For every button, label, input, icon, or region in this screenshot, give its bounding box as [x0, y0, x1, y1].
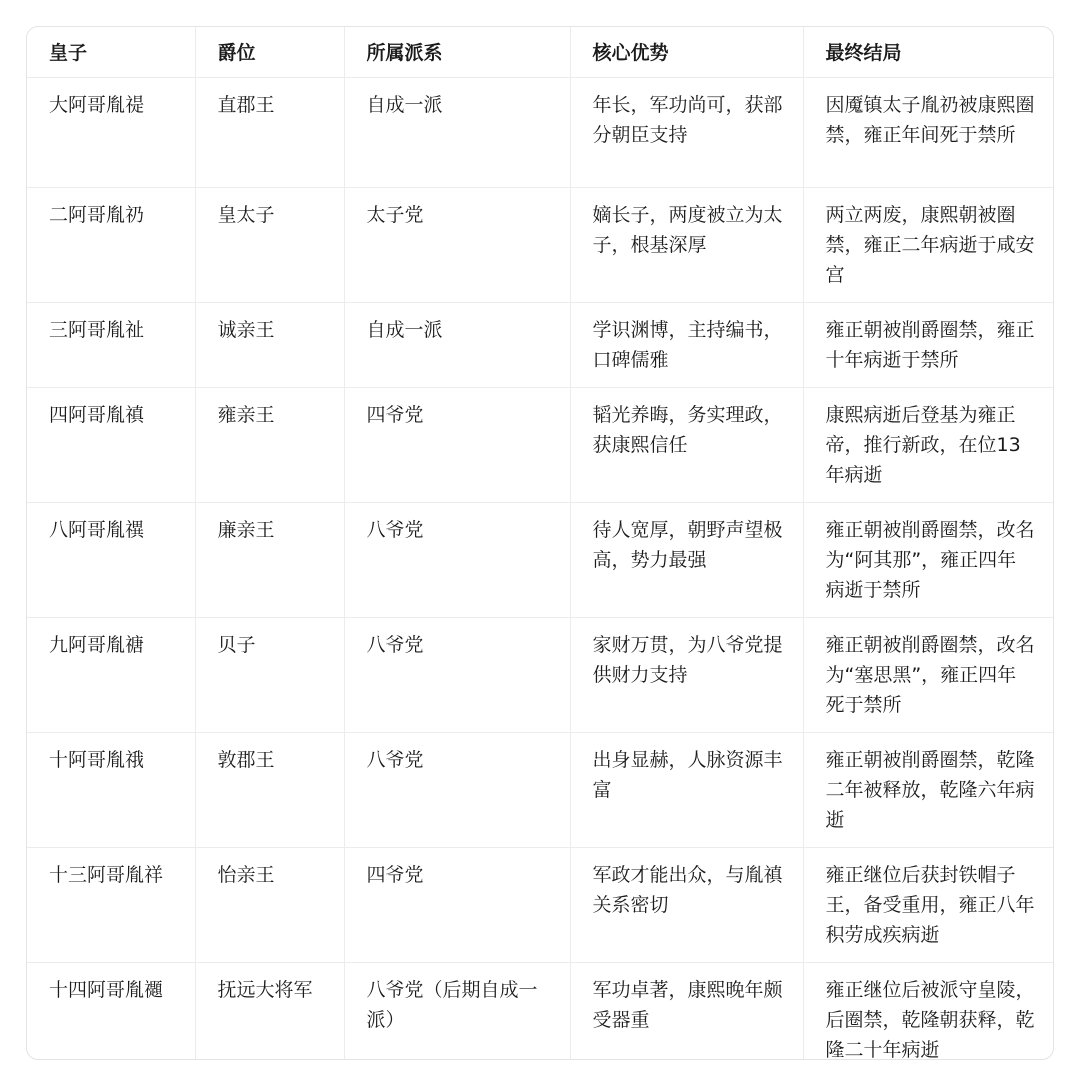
- cell-ending: 康熙病逝后登基为雍正帝，推行新政，在位13年病逝: [803, 388, 1054, 503]
- cell-ending: 雍正朝被削爵圈禁，改名为“阿其那”，雍正四年病逝于禁所: [803, 503, 1054, 618]
- princes-table: [27, 27, 1054, 1060]
- cell-title: 贝子: [195, 618, 344, 733]
- cell-ending: 雍正朝被削爵圈禁，改名为“塞思黑”，雍正四年死于禁所: [803, 618, 1054, 733]
- cell-advantage: 韬光养晦，务实理政，获康熙信任: [570, 388, 803, 503]
- cell-faction: 太子党: [344, 188, 570, 303]
- cell-title: 敦郡王: [195, 733, 344, 848]
- cell-ending: 雍正朝被削爵圈禁，雍正十年病逝于禁所: [803, 303, 1054, 388]
- table-row: [27, 963, 1054, 1061]
- cell-faction: 八爷党（后期自成一派）: [344, 963, 570, 1061]
- cell-title: 皇太子: [195, 188, 344, 303]
- cell-ending: 两立两废，康熙朝被圈禁，雍正二年病逝于咸安宫: [803, 188, 1054, 303]
- cell-prince: 四阿哥胤禛: [27, 388, 195, 503]
- cell-prince: 二阿哥胤礽: [27, 188, 195, 303]
- cell-ending: 雍正继位后被派守皇陵，后圈禁，乾隆朝获释，乾隆二十年病逝: [825, 979, 1035, 1060]
- cell-advantage: 学识渊博，主持编书，口碑儒雅: [570, 303, 803, 388]
- cell-prince: 十三阿哥胤祥: [27, 848, 195, 963]
- table-row: [27, 848, 1054, 963]
- cell-advantage: 军功卓著，康熙晚年颇受器重: [570, 963, 803, 1061]
- table-row: [27, 303, 1054, 388]
- table-row: [27, 388, 1054, 503]
- header-faction: 所属派系: [344, 27, 570, 78]
- table-row: [27, 503, 1054, 618]
- cell-faction: 八爷党: [344, 503, 570, 618]
- cell-ending: 雍正朝被削爵圈禁，乾隆二年被释放，乾隆六年病逝: [803, 733, 1054, 848]
- table-header-row: [27, 27, 1054, 78]
- cell-title: 雍亲王: [195, 388, 344, 503]
- cell-advantage: 嫡长子，两度被立为太子，根基深厚: [570, 188, 803, 303]
- cell-faction: 自成一派: [344, 303, 570, 388]
- cell-title: 诚亲王: [195, 303, 344, 388]
- cell-faction: 四爷党: [344, 848, 570, 963]
- cell-advantage: 待人宽厚，朝野声望极高，势力最强: [570, 503, 803, 618]
- cell-prince: 三阿哥胤祉: [27, 303, 195, 388]
- header-prince: 皇子: [27, 27, 195, 78]
- cell-title: 抚远大将军: [195, 963, 344, 1061]
- cell-prince: 大阿哥胤禔: [27, 78, 195, 188]
- princes-table-card: [26, 26, 1054, 1060]
- cell-advantage: 家财万贯，为八爷党提供财力支持: [570, 618, 803, 733]
- table-row: [27, 78, 1054, 188]
- cell-advantage: 年长，军功尚可，获部分朝臣支持: [570, 78, 803, 188]
- cell-title: 直郡王: [195, 78, 344, 188]
- cell-ending: 因魇镇太子胤礽被康熙圈禁，雍正年间死于禁所: [803, 78, 1054, 188]
- cell-advantage: 出身显赫，人脉资源丰富: [570, 733, 803, 848]
- header-ending: 最终结局: [803, 27, 1054, 78]
- cell-prince: 九阿哥胤禟: [27, 618, 195, 733]
- cell-faction: 四爷党: [344, 388, 570, 503]
- cell-advantage: 军政才能出众，与胤禛关系密切: [570, 848, 803, 963]
- cell-ending: 雍正继位后获封铁帽子王，备受重用，雍正八年积劳成疾病逝: [803, 848, 1054, 963]
- cell-prince: 十阿哥胤䄉: [27, 733, 195, 848]
- cell-title: 廉亲王: [195, 503, 344, 618]
- cell-faction: 自成一派: [344, 78, 570, 188]
- table-row: [27, 733, 1054, 848]
- cell-prince: 十四阿哥胤禵: [27, 963, 195, 1061]
- cell-faction: 八爷党: [344, 733, 570, 848]
- header-title: 爵位: [195, 27, 344, 78]
- table-row: [27, 188, 1054, 303]
- header-advantage: 核心优势: [570, 27, 803, 78]
- table-row: [27, 618, 1054, 733]
- cell-title: 怡亲王: [195, 848, 344, 963]
- cell-faction: 八爷党: [344, 618, 570, 733]
- cell-prince: 八阿哥胤禩: [27, 503, 195, 618]
